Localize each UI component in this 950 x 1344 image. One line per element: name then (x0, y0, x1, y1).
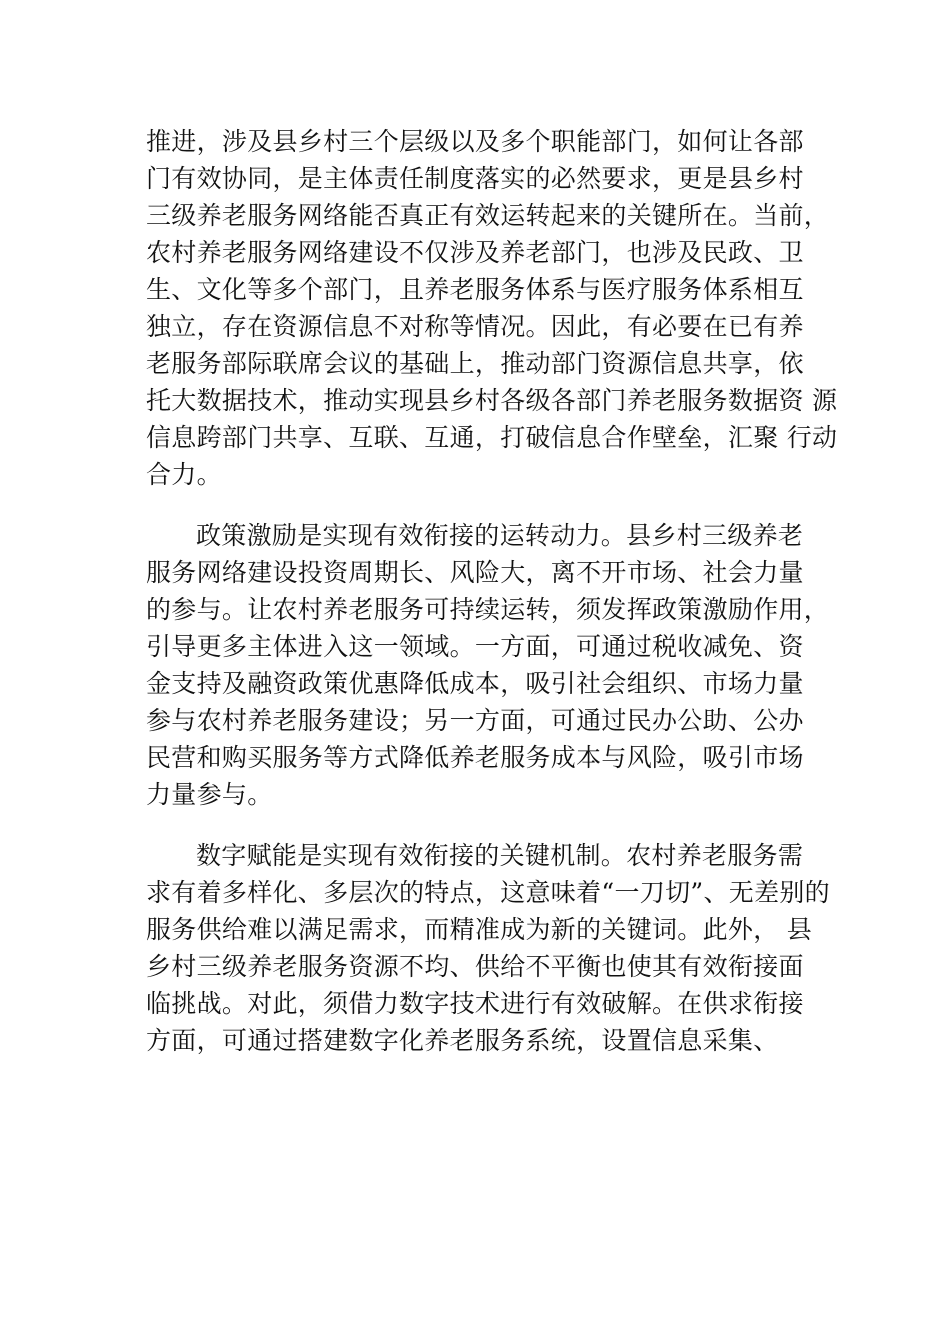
text-line: 服务供给难以满足需求，而精准成为新的关键词。此外， 县 (146, 915, 813, 944)
text-line: 合力。 (146, 460, 222, 489)
text-line: 独立，存在资源信息不对称等情况。因此，有必要在已有养 (146, 312, 804, 341)
text-line: 金支持及融资政策优惠降低成本，吸引社会组织、市场力量 (146, 669, 804, 698)
text-line: 农村养老服务网络建设不仅涉及养老部门，也涉及民政、卫 (146, 238, 804, 267)
text-line: 乡村三级养老服务资源不均、供给不平衡也使其有效衔接面 (146, 952, 804, 981)
text-line: 门有效协同，是主体责任制度落实的必然要求，更是县乡村 (146, 164, 804, 193)
text-line: 的参与。让农村养老服务可持续运转，须发挥政策激励作用， (146, 595, 830, 624)
text-line: 民营和购买服务等方式降低养老服务成本与风险，吸引市场 (146, 743, 804, 772)
text-line: 服务网络建设投资周期长、风险大，离不开市场、社会力量 (146, 558, 804, 587)
text-line: 生、文化等多个部门，且养老服务体系与医疗服务体系相互 (146, 275, 804, 304)
text-line: 推进，涉及县乡村三个层级以及多个职能部门，如何让各部 (146, 127, 804, 156)
text-line: 临挑战。对此，须借力数字技术进行有效破解。在供求衔接 (146, 989, 804, 1018)
text-line: 力量参与。 (146, 780, 273, 809)
paragraph-first-line: 数字赋能是实现有效衔接的关键机制。农村养老服务需 (196, 841, 804, 870)
text-line: 方面，可通过搭建数字化养老服务系统，设置信息采集、 (146, 1026, 779, 1055)
text-line: 求有着多样化、多层次的特点，这意味着“一刀切”、无差别的 (146, 878, 830, 907)
text-line: 引导更多主体进入这一领域。一方面，可通过税收减免、资 (146, 632, 804, 661)
text-line: 三级养老服务网络能否真正有效运转起来的关键所在。当前， (146, 201, 830, 230)
text-line: 老服务部际联席会议的基础上，推动部门资源信息共享，依 (146, 349, 804, 378)
text-line: 托大数据技术，推动实现县乡村各级各部门养老服务数据资 源 (146, 386, 838, 415)
text-line: 参与农村养老服务建设；另一方面，可通过民办公助、公办 (146, 706, 804, 735)
text-line: 信息跨部门共享、互联、互通，打破信息合作壁垒，汇聚 行动 (146, 423, 838, 452)
paragraph-first-line: 政策激励是实现有效衔接的运转动力。县乡村三级养老 (196, 521, 804, 550)
